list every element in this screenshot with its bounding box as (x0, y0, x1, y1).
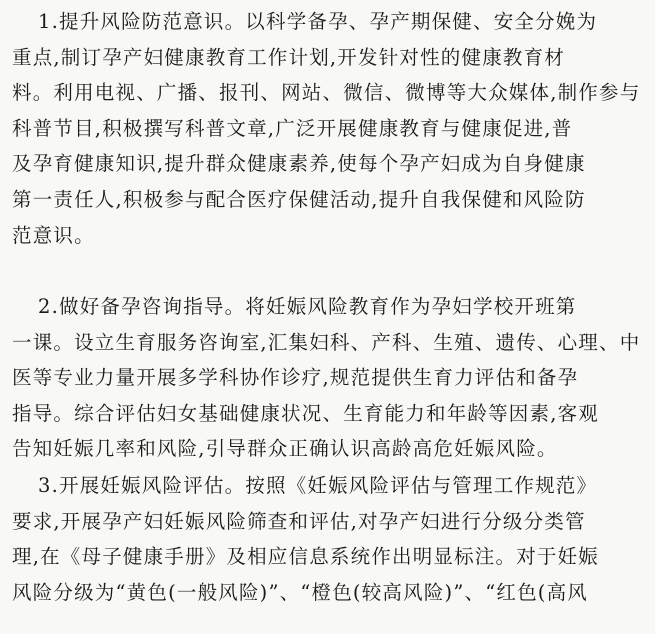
paragraph-3 (12, 468, 599, 610)
text-line: 第一责任人,积极参与配合医疗保健活动,提升自我保健和风险防 (12, 187, 586, 211)
text-line: 重点,制订孕产妇健康教育工作计划,开发针对性的健康教育材 (12, 45, 565, 69)
text-line: 料。利用电视、广播、报刊、网站、微信、微博等大众媒体,制作参与 (12, 81, 641, 105)
text-line: 3.开展妊娠风险评估。按照《妊娠风险评估与管理工作规范》 (38, 474, 598, 497)
paragraph-2 (12, 289, 640, 467)
text-line: 1.提升风险防范意识。以科学备孕、孕产期保健、安全分娩为 (38, 10, 598, 33)
text-line: 理,在《母子健康手册》及相应信息系统作出明显标注。对于妊娠 (12, 545, 599, 569)
paragraph-1 (12, 4, 640, 253)
text-line: 范意识。 (12, 223, 95, 247)
text-line: 要求,开展孕产妇妊娠风险筛查和评估,对孕产妇进行分级分类管 (12, 509, 586, 533)
text-line: 风险分级为“黄色(一般风险)”、“橙色(较高风险)”、“红色(高风 (12, 580, 588, 604)
text-line: 告知妊娠几率和风险,引导群众正确认识高龄高危妊娠风险。 (12, 437, 558, 461)
text-line: 医等专业力量开展多学科协作诊疗,规范提供生育力评估和备孕 (12, 366, 579, 390)
text-line: 一课。设立生育服务咨询室,汇集妇科、产科、生殖、遗传、心理、中 (12, 330, 641, 354)
text-line: 科普节目,积极撰写科普文章,广泛开展健康教育与健康促进,普 (12, 116, 573, 140)
text-line: 2.做好备孕咨询指导。将妊娠风险教育作为孕妇学校开班第 (38, 295, 577, 318)
text-line: 及孕育健康知识,提升群众健康素养,使每个孕产妇成为自身健康 (12, 152, 586, 176)
text-line: 指导。综合评估妇女基础健康状况、生育能力和年龄等因素,客观 (12, 401, 599, 425)
